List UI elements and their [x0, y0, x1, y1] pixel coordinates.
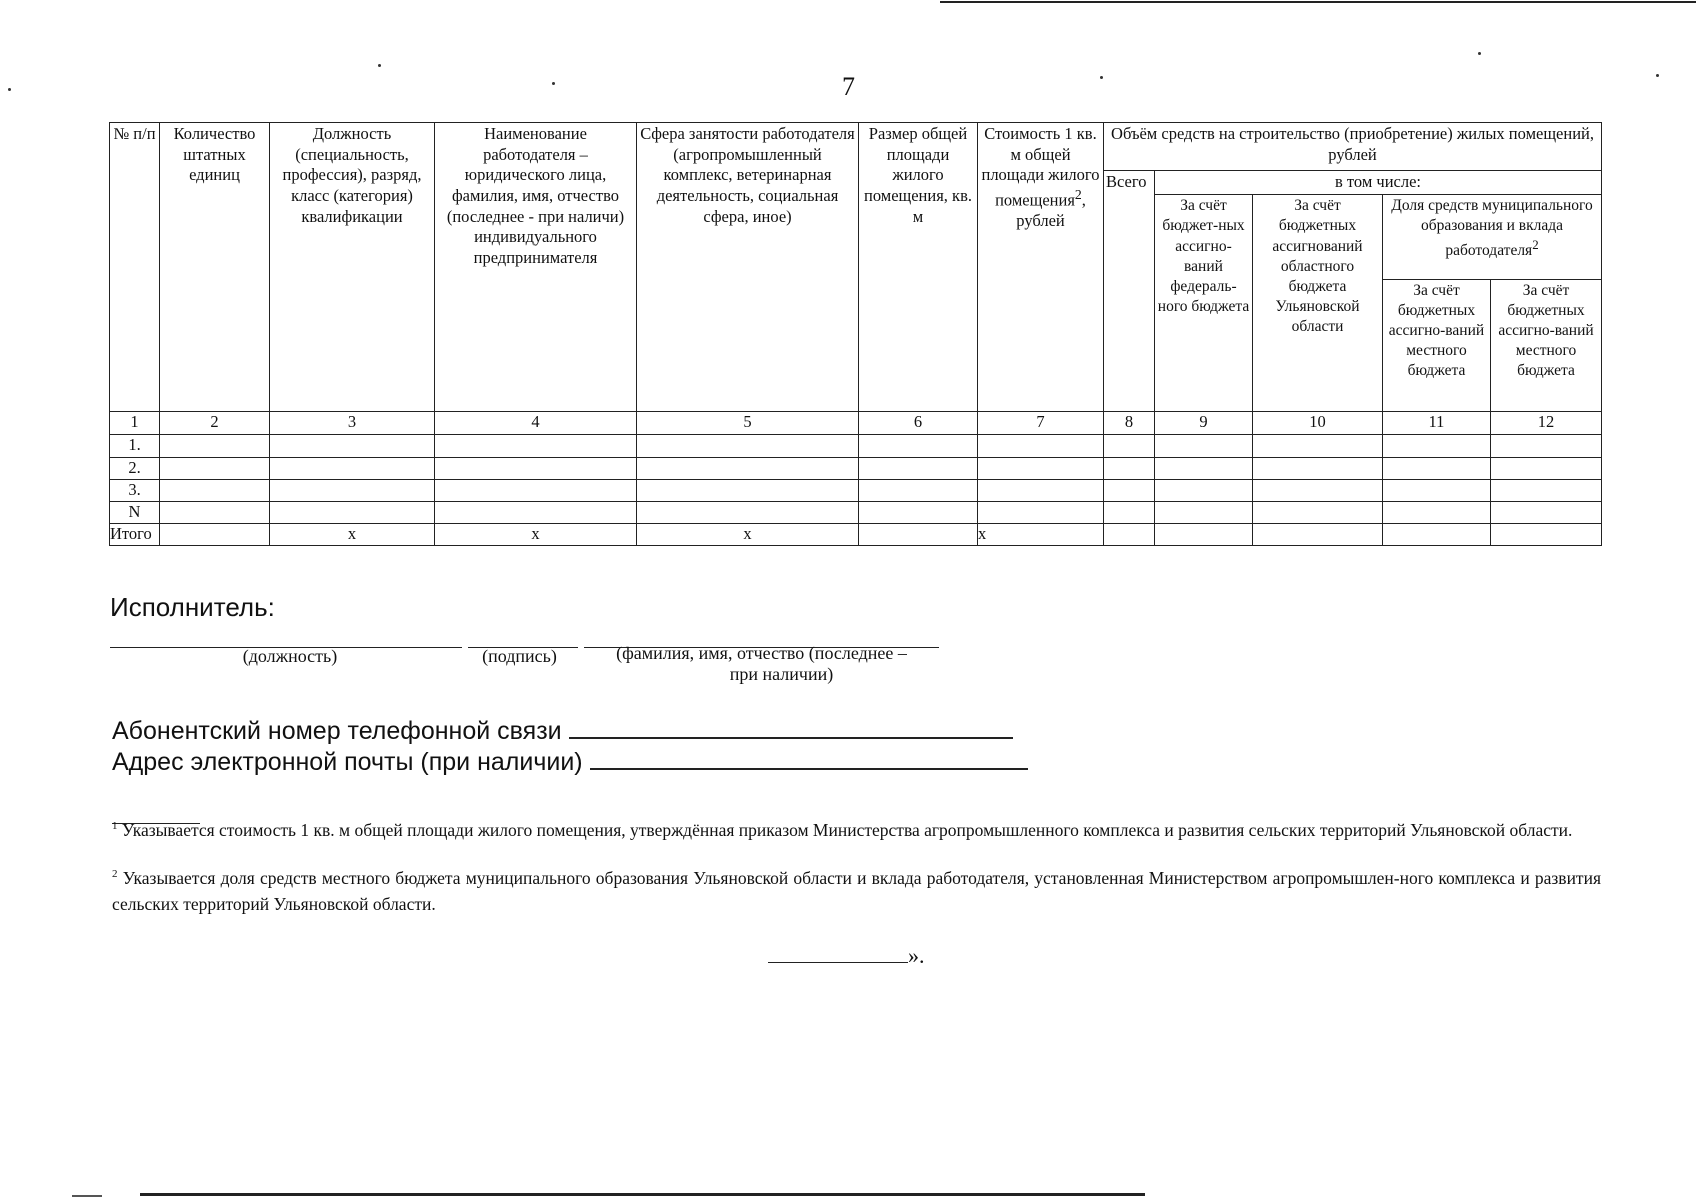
total-cell: x: [435, 523, 637, 545]
table-cell: [1253, 479, 1383, 501]
column-numbers-row: [110, 412, 1602, 435]
col-number: 11: [1383, 412, 1491, 435]
table-row: [110, 501, 1602, 523]
position-caption: (должность): [242, 646, 338, 666]
col-number: 10: [1253, 412, 1383, 435]
header-position: Должность (специальность, профессия), разряд, класс (категория) квалификации: [270, 123, 435, 412]
email-blank: [590, 750, 1028, 770]
row-label: N: [110, 501, 160, 523]
table-row: [110, 457, 1602, 479]
table-cell: [978, 435, 1104, 457]
footnote-2-mark: 2: [112, 868, 118, 881]
table-cell: [160, 457, 270, 479]
bottom-edge-line: [72, 1195, 102, 1197]
table-cell: [1491, 435, 1602, 457]
table-cell: [1253, 457, 1383, 479]
phone-label: Абонентский номер телефонной связи: [112, 717, 562, 745]
table-cell: [1155, 523, 1253, 545]
total-label: Итого: [110, 523, 160, 545]
table-cell: [1104, 457, 1155, 479]
closing-quote: ».: [908, 943, 925, 968]
table-cell: [1155, 479, 1253, 501]
header-regional-budget: За счёт бюджетных ассигнований областного бюджета Ульяновской области: [1253, 195, 1383, 412]
signature-caption: (подпись): [482, 646, 557, 666]
header-including: в том числе:: [1155, 171, 1602, 195]
table-cell: [435, 479, 637, 501]
table-row: [110, 435, 1602, 457]
table-cell: [859, 501, 978, 523]
table-cell: [637, 479, 859, 501]
phone-blank: [569, 719, 1013, 739]
table-cell: [435, 457, 637, 479]
table-cell: [270, 479, 435, 501]
name-caption-line1: (фамилия, имя, отчество (последнее –: [616, 643, 907, 663]
table-cell: [637, 501, 859, 523]
header-local-budget-1: За счёт бюджетных ассигно-ваний местного бюджета: [1383, 279, 1491, 412]
total-cell: x: [270, 523, 435, 545]
header-number: № п/п: [110, 123, 160, 412]
table-cell: [637, 435, 859, 457]
header-cost-per-sqm: Стоимость 1 кв. м общей площади жилого помещения$^2$, рублей: [978, 123, 1104, 412]
table-cell: [1253, 435, 1383, 457]
table-cell: [1104, 479, 1155, 501]
table-cell: [1491, 457, 1602, 479]
table-cell: [270, 457, 435, 479]
table-cell: [435, 435, 637, 457]
table-cell: [859, 479, 978, 501]
table-cell: [978, 501, 1104, 523]
col-number: 7: [978, 412, 1104, 435]
col-number: 2: [160, 412, 270, 435]
footnote-1-mark: 1: [112, 820, 118, 833]
header-municipal-share: Доля средств муниципального образования и вклада работодателя$^2$: [1383, 195, 1602, 279]
scan-speck: [552, 82, 555, 85]
row-label: 1.: [110, 435, 160, 457]
table-cell: [1383, 501, 1491, 523]
page-number: 7: [842, 72, 855, 101]
table-cell: [1104, 435, 1155, 457]
col-number: 6: [859, 412, 978, 435]
scan-speck: [378, 64, 381, 67]
table-cell: [1155, 501, 1253, 523]
table-cell: [1104, 501, 1155, 523]
table-cell: [1491, 479, 1602, 501]
table-cell: [859, 435, 978, 457]
table-cell: [1253, 501, 1383, 523]
scan-speck: [1656, 74, 1659, 77]
table-row: [110, 479, 1602, 501]
header-staff-count: Количество штатных единиц: [160, 123, 270, 412]
table-cell: [1253, 523, 1383, 545]
table-cell: [1383, 523, 1491, 545]
table-cell: [1383, 457, 1491, 479]
scan-speck: [1478, 52, 1481, 55]
col-number: 9: [1155, 412, 1253, 435]
col-number: 4: [435, 412, 637, 435]
scan-speck: [8, 88, 11, 91]
email-label: Адрес электронной почты (при наличии): [112, 748, 583, 776]
table-cell: [1491, 523, 1602, 545]
footnote-2: [112, 865, 1601, 918]
table-cell: [1104, 523, 1155, 545]
col-number: 12: [1491, 412, 1602, 435]
table-cell: [859, 457, 978, 479]
table-cell: [160, 523, 270, 545]
table-cell: [270, 435, 435, 457]
header-employment-sphere: Сфера занятости работодателя (агропромышленный комплекс, ветеринарная деятельность, социальная сфера, иное): [637, 123, 859, 412]
table-cell: [1491, 501, 1602, 523]
total-row: [110, 523, 1602, 545]
header-employer-name: Наименование работодателя – юридического лица, фамилия, имя, отчество (последнее - при наличи) индивидуального предпринимателя: [435, 123, 637, 412]
table-cell: [160, 501, 270, 523]
table-cell: [1383, 435, 1491, 457]
name-caption: [584, 643, 939, 685]
col-number: 8: [1104, 412, 1155, 435]
table-cell: [160, 435, 270, 457]
bottom-edge-line: [140, 1193, 1145, 1196]
top-edge-line: [940, 1, 1696, 3]
table-cell: [160, 479, 270, 501]
header-area: Размер общей площади жилого помещения, кв. м: [859, 123, 978, 412]
table-cell: [1383, 479, 1491, 501]
total-cell: x: [978, 523, 1104, 545]
phone-field: [112, 717, 1013, 746]
table-cell: [859, 523, 978, 545]
col-number: 1: [110, 412, 160, 435]
col-number: 5: [637, 412, 859, 435]
col-number: 3: [270, 412, 435, 435]
row-label: 3.: [110, 479, 160, 501]
table-cell: [978, 457, 1104, 479]
row-label: 2.: [110, 457, 160, 479]
footnote-1-text: Указывается стоимость 1 кв. м общей площади жилого помещения, утверждённая приказом Министерства агропромышленного комплекса и развития сельских территорий Ульяновской области.: [121, 820, 1573, 840]
footnote-1: [112, 817, 1601, 843]
table-cell: [978, 479, 1104, 501]
table-cell: [1155, 435, 1253, 457]
header-federal-budget: За счёт бюджет-ных ассигно-ваний федераль-ного бюджета: [1155, 195, 1253, 412]
header-total: Всего: [1104, 171, 1155, 412]
table-cell: [637, 457, 859, 479]
closing-mark: [768, 940, 925, 969]
email-field: [112, 748, 1028, 777]
header-funds-volume: Объём средств на строительство (приобретение) жилых помещений, рублей: [1104, 123, 1602, 171]
table-cell: [1155, 457, 1253, 479]
executor-heading: Исполнитель:: [110, 592, 275, 622]
scan-speck: [1100, 76, 1103, 79]
header-local-budget-2: За счёт бюджетных ассигно-ваний местного бюджета: [1491, 279, 1602, 412]
name-caption-line2: при наличии): [729, 664, 834, 684]
housing-funds-table: [109, 122, 1602, 546]
total-cell: x: [637, 523, 859, 545]
footnote-2-text: Указывается доля средств местного бюджета муниципального образования Ульяновской области и вклада работодателя, установленная Министерством агропромышлен-ного комплекса и развития сельских территорий Ульяновской области.: [112, 868, 1601, 915]
table-cell: [435, 501, 637, 523]
table-cell: [270, 501, 435, 523]
closing-blank: [768, 940, 908, 963]
